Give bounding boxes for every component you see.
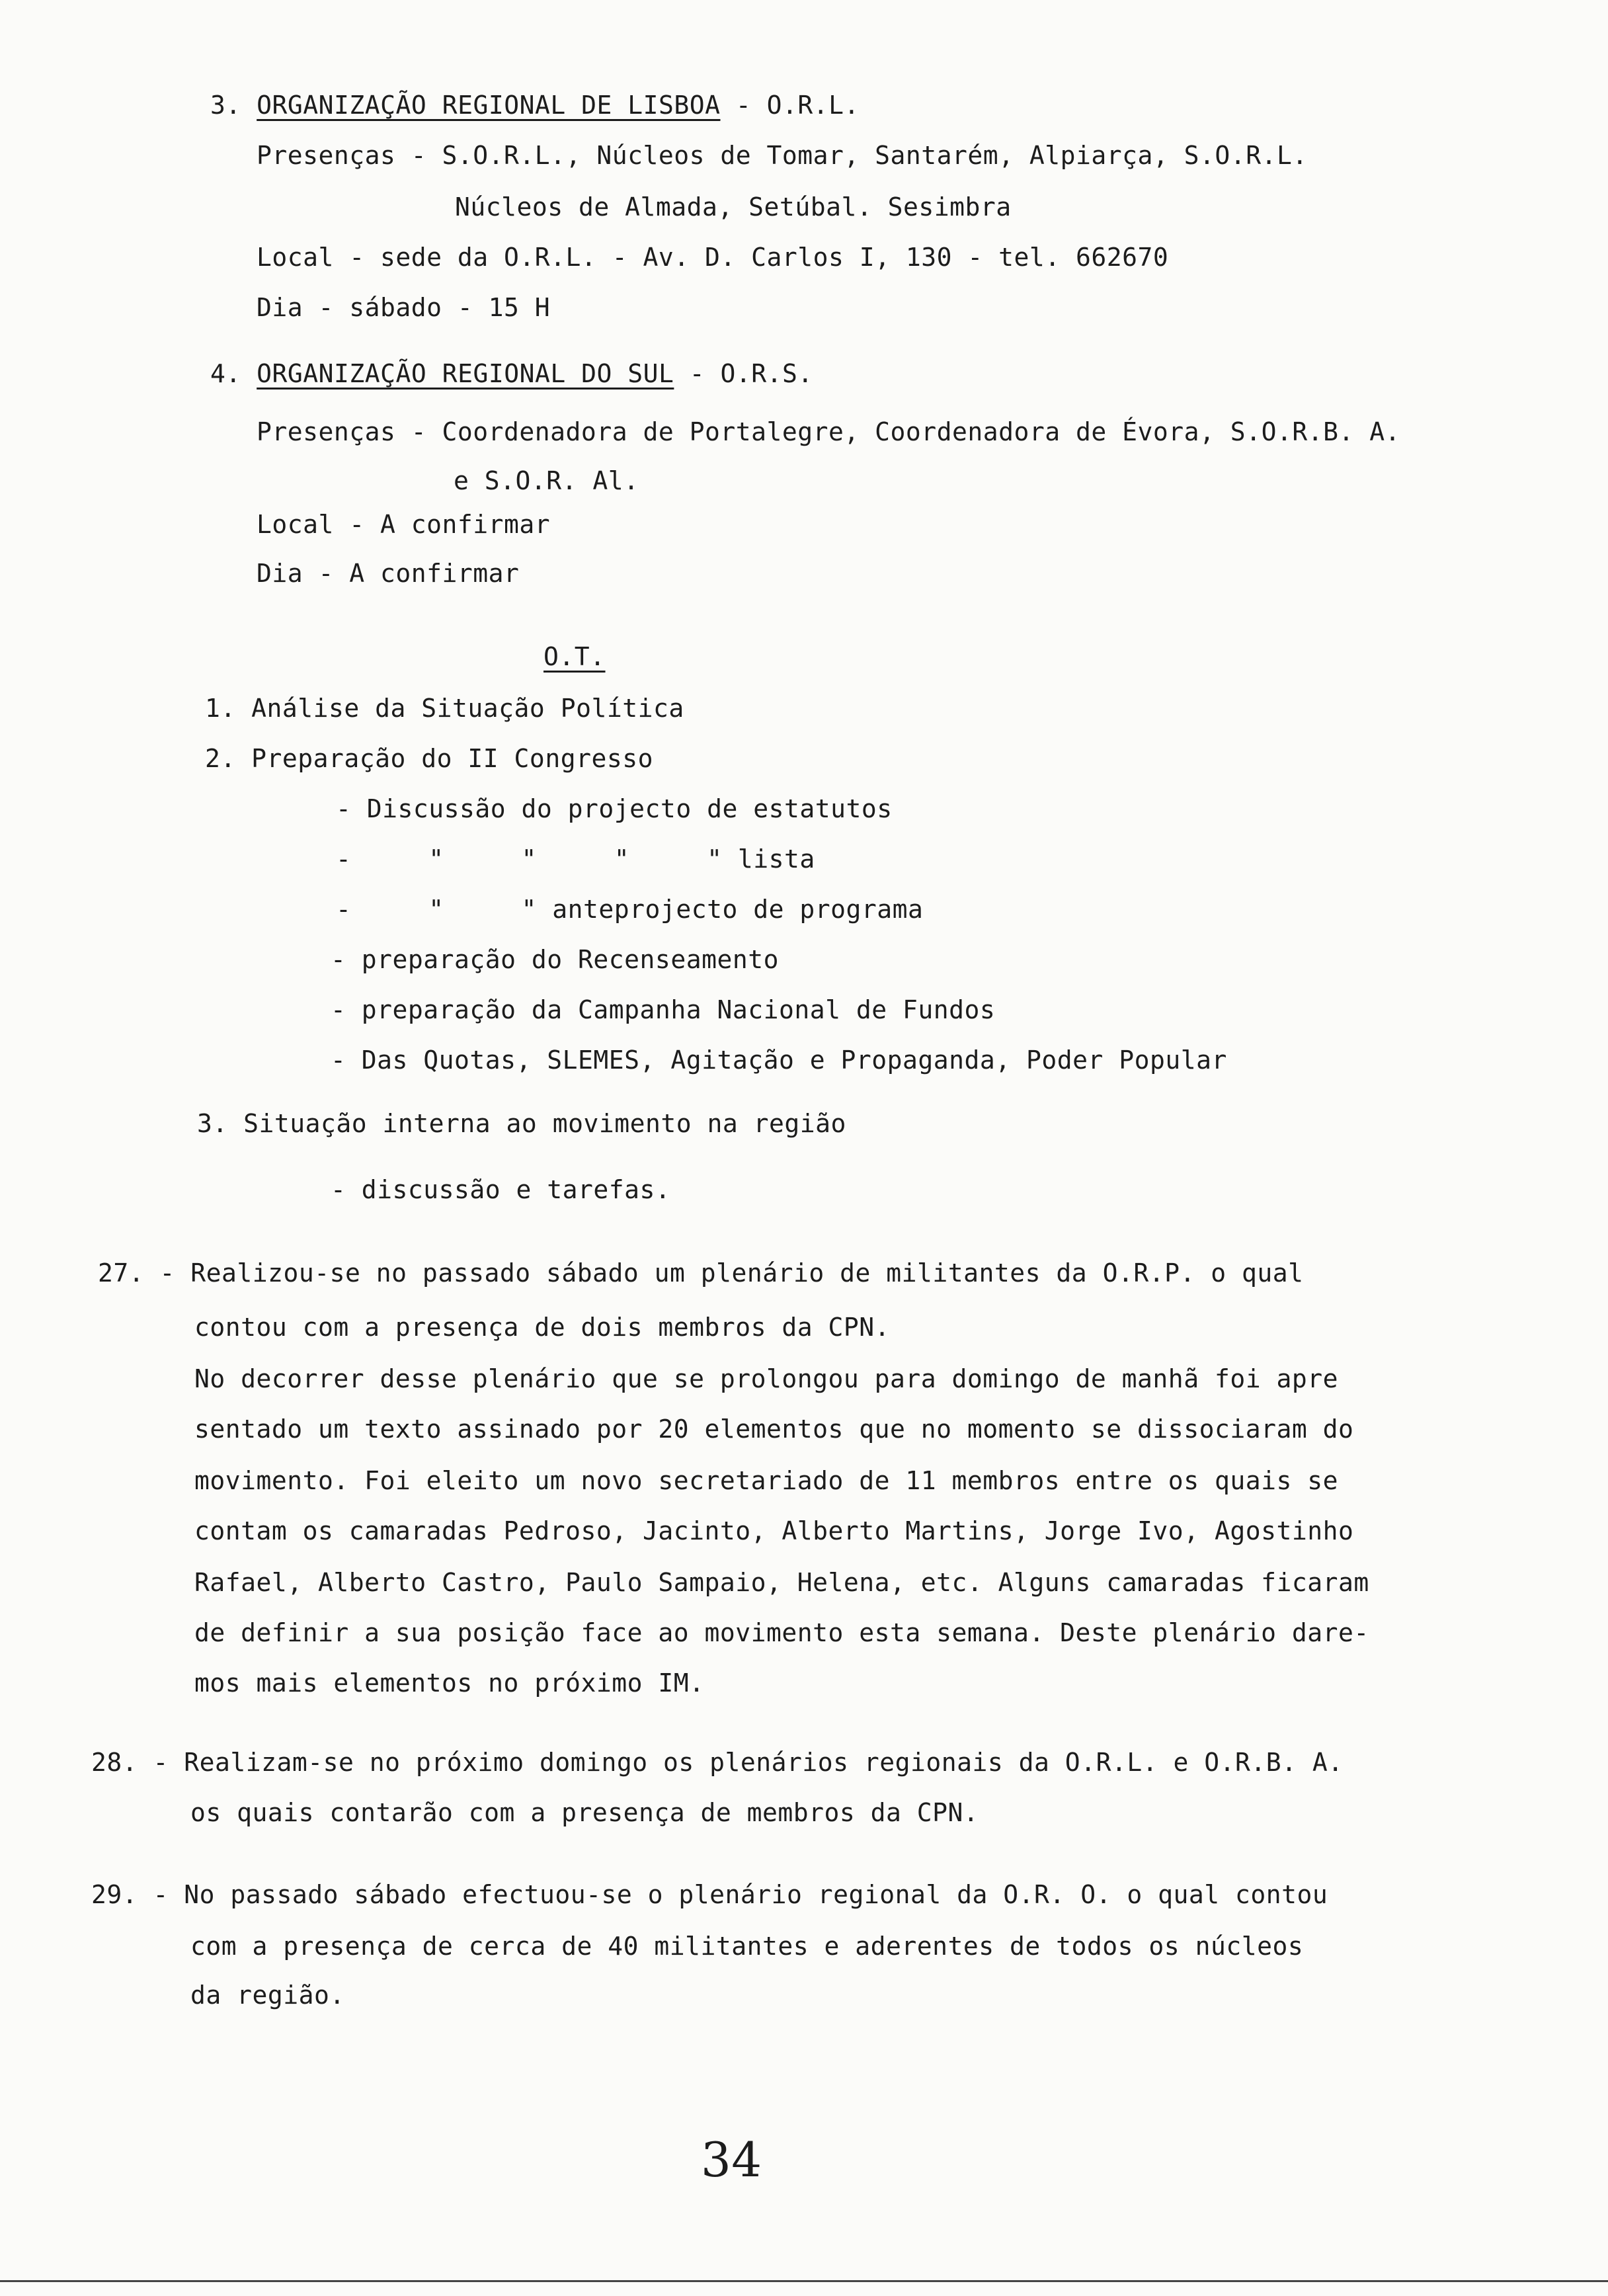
- orl-title: ORGANIZAÇÃO REGIONAL DE LISBOA: [257, 91, 721, 120]
- orl-presencas-1: Presenças - S.O.R.L., Núcleos de Tomar, Santarém, Alpiarça, S.O.R.L.: [257, 141, 1308, 170]
- p29-line-3: da região.: [190, 1981, 345, 2010]
- ors-dia: Dia - A confirmar: [257, 559, 520, 588]
- ot-item-3-sub: - discussão e tarefas.: [331, 1175, 671, 1204]
- bottom-rule: [0, 2280, 1608, 2282]
- ot-item-1: 1. Análise da Situação Política: [205, 694, 684, 723]
- orl-abbr: - O.R.L.: [735, 91, 860, 120]
- p27-line-1: 27. - Realizou-se no passado sábado um plenário de militantes da O.R.P. o qual: [98, 1258, 1304, 1288]
- p27-line-6: contam os camaradas Pedroso, Jacinto, Alberto Martins, Jorge Ivo, Agostinho: [194, 1516, 1354, 1545]
- ors-title: ORGANIZAÇÃO REGIONAL DO SUL: [257, 359, 674, 388]
- ot-heading: O.T.: [543, 642, 606, 671]
- ors-local: Local - A confirmar: [257, 510, 551, 539]
- p27-line-2: contou com a presença de dois membros da CPN.: [194, 1313, 891, 1342]
- ors-number: 4.: [210, 359, 241, 388]
- ot-item-2: 2. Preparação do II Congresso: [205, 744, 653, 773]
- p27-line-8: de definir a sua posição face ao movimento esta semana. Deste plenário dare-: [194, 1618, 1369, 1647]
- ot-sub-2: - " " " " lista: [336, 844, 815, 874]
- orl-local: Local - sede da O.R.L. - Av. D. Carlos I, 130 - tel. 662670: [257, 243, 1169, 272]
- p27-line-4: sentado um texto assinado por 20 elementos que no momento se dissociaram do: [194, 1414, 1354, 1444]
- ors-presencas-1: Presenças - Coordenadora de Portalegre, Coordenadora de Évora, S.O.R.B. A.: [257, 417, 1400, 446]
- p27-line-5: movimento. Foi eleito um novo secretariado de 11 membros entre os quais se: [194, 1466, 1338, 1495]
- p27-line-7: Rafael, Alberto Castro, Paulo Sampaio, Helena, etc. Alguns camaradas ficaram: [194, 1568, 1369, 1597]
- ot-sub-5: - preparação da Campanha Nacional de Fundos: [331, 995, 996, 1024]
- ot-item-3: 3. Situação interna ao movimento na região: [197, 1109, 846, 1138]
- orl-heading-line: [210, 93, 860, 118]
- ot-sub-4: - preparação do Recenseamento: [331, 945, 779, 974]
- ot-sub-6: - Das Quotas, SLEMES, Agitação e Propaganda, Poder Popular: [331, 1046, 1227, 1075]
- ors-abbr: - O.R.S.: [689, 359, 813, 388]
- p28-line-2: os quais contarão com a presença de membros da CPN.: [190, 1798, 979, 1827]
- ot-sub-3: - " " anteprojecto de programa: [336, 895, 924, 924]
- orl-number: 3.: [210, 91, 241, 120]
- p27-line-9: mos mais elementos no próximo IM.: [194, 1668, 705, 1698]
- p27-line-3: No decorrer desse plenário que se prolongou para domingo de manhã foi apre: [194, 1364, 1338, 1393]
- p29-line-2: com a presença de cerca de 40 militantes e aderentes de todos os núcleos: [190, 1932, 1304, 1961]
- p29-line-1: 29. - No passado sábado efectuou-se o plenário regional da O.R. O. o qual contou: [91, 1880, 1328, 1909]
- page-number: 34: [701, 2132, 762, 2188]
- orl-presencas-2: Núcleos de Almada, Setúbal. Sesimbra: [455, 192, 1012, 222]
- ors-heading-line: [210, 361, 813, 386]
- ot-sub-1: - Discussão do projecto de estatutos: [336, 794, 893, 823]
- ors-presencas-2: e S.O.R. Al.: [454, 466, 639, 495]
- p28-line-1: 28. - Realizam-se no próximo domingo os plenários regionais da O.R.L. e O.R.B. A.: [91, 1748, 1344, 1777]
- orl-dia: Dia - sábado - 15 H: [257, 293, 551, 322]
